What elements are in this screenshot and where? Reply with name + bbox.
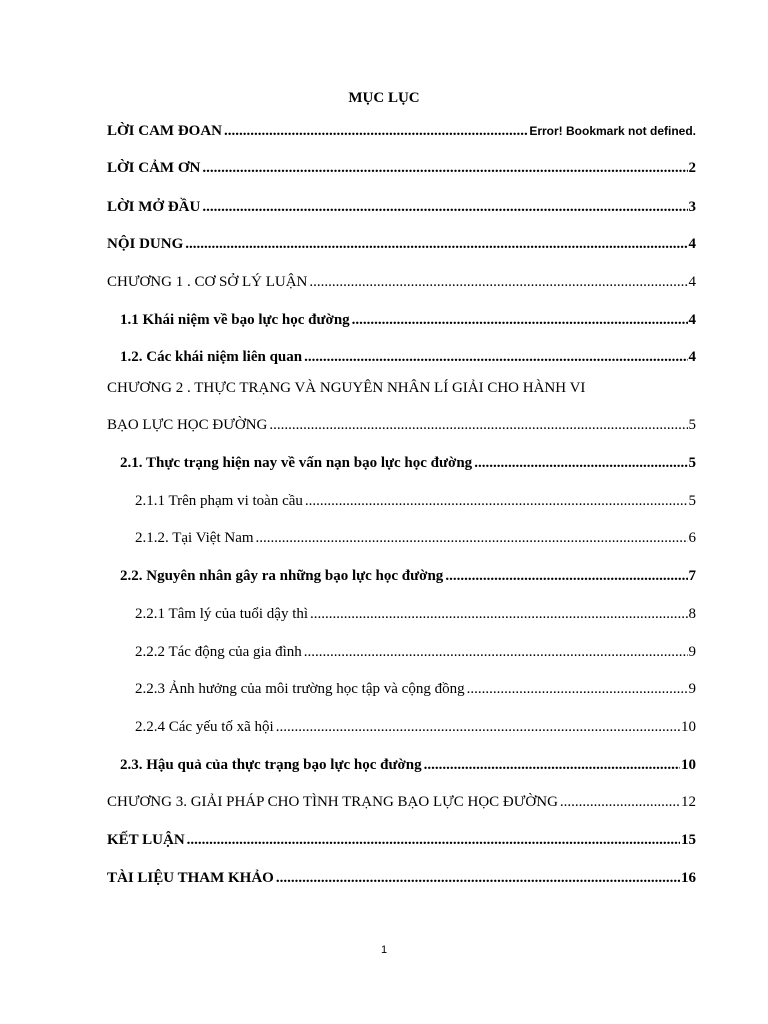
dot-leader: [185, 234, 687, 254]
toc-entry-2-2-3[interactable]: [135, 679, 696, 699]
toc-entry-label: TÀI LIỆU THAM KHẢO: [107, 870, 274, 886]
toc-entry-loi-cam-on[interactable]: [107, 158, 696, 178]
toc-entry-page: 3: [688, 199, 696, 215]
dot-leader: [305, 491, 688, 511]
toc-entry-label: 2.2. Nguyên nhân gây ra những bạo lực học đường: [120, 568, 444, 584]
toc-entry-label: LỜI CẢM ƠN: [107, 160, 201, 176]
dot-leader: [187, 830, 680, 850]
toc-entry-page: 15: [681, 832, 696, 848]
dot-leader: [269, 415, 687, 435]
toc-title: MỤC LỤC: [348, 90, 420, 106]
toc-entry-chuong-1[interactable]: [107, 272, 696, 292]
toc-entry-page: 8: [688, 606, 696, 622]
dot-leader: [304, 642, 688, 662]
toc-entry-page: 12: [681, 794, 696, 810]
toc-entry-2-2-1[interactable]: [135, 604, 696, 624]
toc-entry-2-2-4[interactable]: [135, 717, 696, 737]
toc-entry-label: 2.2.1 Tâm lý của tuổi dậy thì: [135, 606, 309, 622]
toc-entry-label: NỘI DUNG: [107, 236, 184, 252]
toc-entry-page: 4: [688, 274, 696, 290]
toc-entry-label: LỜI MỞ ĐẦU: [107, 199, 201, 215]
dot-leader: [474, 453, 687, 473]
toc-entry-2-1-1[interactable]: [135, 491, 696, 511]
toc-entry-loi-mo-dau[interactable]: [107, 197, 696, 217]
toc-entry-label: LỜI CAM ĐOAN: [107, 123, 222, 139]
toc-entry-label: CHƯƠNG 3. GIẢI PHÁP CHO TÌNH TRẠNG BẠO LỰC HỌC ĐƯỜNG: [107, 794, 558, 810]
page-number: 1: [380, 944, 388, 956]
toc-entry-label: 2.2.3 Ảnh hưởng của môi trường học tập và cộng đồng: [135, 681, 465, 697]
dot-leader: [560, 792, 680, 812]
toc-entry-label: 2.1.1 Trên phạm vi toàn cầu: [135, 493, 303, 509]
toc-entry-1-2[interactable]: [120, 347, 696, 367]
toc-entry-label: CHƯƠNG 1 . CƠ SỞ LÝ LUẬN: [107, 274, 308, 290]
toc-entry-page: 6: [688, 530, 696, 546]
dot-leader: [424, 755, 680, 775]
dot-leader: [310, 604, 687, 624]
toc-entry-page: 4: [688, 349, 696, 365]
toc-entry-page: 5: [688, 417, 696, 433]
dot-leader: [304, 347, 687, 367]
toc-entry-chuong-2-line1[interactable]: CHƯƠNG 2 . THỰC TRẠNG VÀ NGUYÊN NHÂN LÍ GIẢI CHO HÀNH VI: [107, 380, 586, 396]
toc-entry-page: Error! Bookmark not defined.: [529, 124, 696, 138]
toc-entry-label: 1.1 Khái niệm về bạo lực học đường: [120, 312, 350, 328]
dot-leader: [445, 566, 687, 586]
dot-leader: [467, 679, 688, 699]
toc-entry-2-1[interactable]: [120, 453, 696, 473]
toc-entry-page: 9: [688, 681, 696, 697]
dot-leader: [256, 528, 688, 548]
toc-entry-noi-dung[interactable]: [107, 234, 696, 254]
toc-entry-ket-luan[interactable]: [107, 830, 696, 850]
toc-entry-page: 5: [688, 455, 696, 471]
toc-entry-2-2-2[interactable]: [135, 642, 696, 662]
toc-entry-label: 2.2.2 Tác động của gia đình: [135, 644, 302, 660]
toc-entry-label: 1.2. Các khái niệm liên quan: [120, 349, 303, 365]
toc-entry-label: KẾT LUẬN: [107, 832, 185, 848]
toc-entry-page: 9: [688, 644, 696, 660]
toc-entry-page: 2: [688, 160, 696, 176]
dot-leader: [352, 310, 688, 330]
toc-entry-2-1-2[interactable]: [135, 528, 696, 548]
toc-entry-1-1[interactable]: [120, 310, 696, 330]
toc-entry-label: 2.1. Thực trạng hiện nay về vấn nạn bạo lực học đường: [120, 455, 473, 471]
toc-entry-2-3[interactable]: [120, 755, 696, 775]
toc-entry-page: 4: [688, 312, 696, 328]
dot-leader: [202, 158, 687, 178]
dot-leader: [309, 272, 687, 292]
toc-entry-page: 5: [688, 493, 696, 509]
toc-entry-page: 4: [688, 236, 696, 252]
toc-entry-2-2[interactable]: [120, 566, 696, 586]
toc-entry-page: 10: [681, 757, 696, 773]
toc-entry-label: 2.1.2. Tại Việt Nam: [135, 530, 254, 546]
dot-leader: [202, 197, 687, 217]
toc-entry-page: 10: [681, 719, 696, 735]
toc-entry-chuong-2[interactable]: [107, 415, 696, 435]
dot-leader: [276, 717, 680, 737]
toc-entry-tai-lieu-tham-khao[interactable]: [107, 868, 696, 888]
toc-entry-label: BẠO LỰC HỌC ĐƯỜNG: [107, 417, 268, 433]
toc-entry-chuong-3[interactable]: [107, 792, 696, 812]
toc-entry-label: 2.2.4 Các yếu tố xã hội: [135, 719, 274, 735]
dot-leader: [224, 121, 528, 141]
toc-entry-page: 7: [688, 568, 696, 584]
dot-leader: [276, 868, 680, 888]
toc-entry-label: 2.3. Hậu quả của thực trạng bạo lực học đường: [120, 757, 422, 773]
toc-entry-loi-cam-doan[interactable]: [107, 121, 696, 141]
toc-entry-page: 16: [681, 870, 696, 886]
